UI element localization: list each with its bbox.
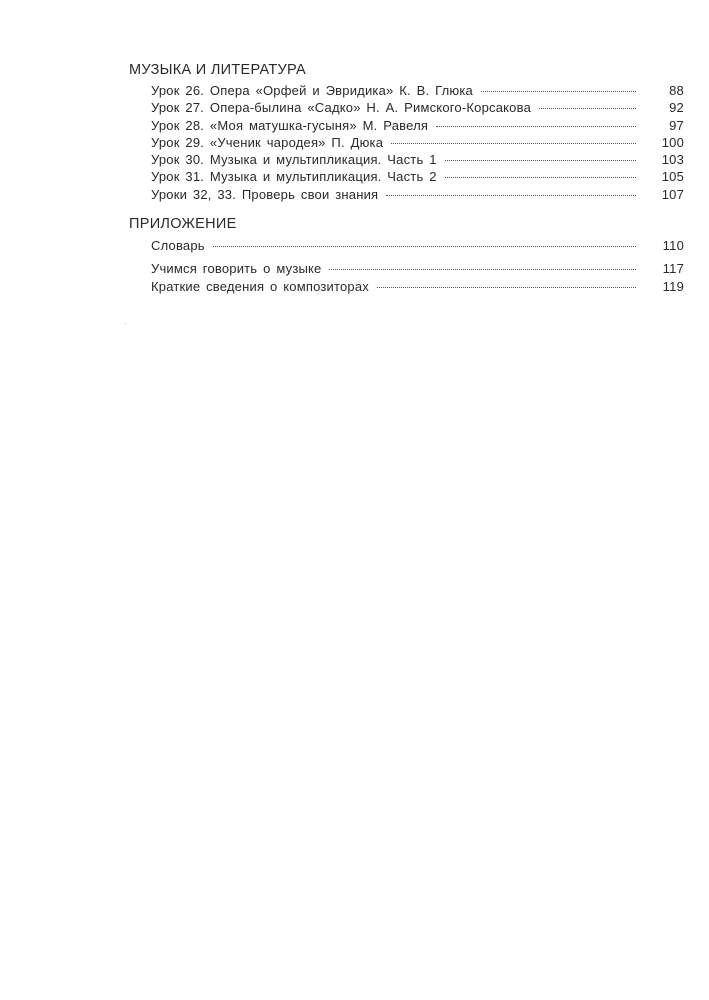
toc-entry-page: 92 [669, 100, 684, 116]
dot-leader [436, 126, 636, 127]
dot-leader [391, 143, 636, 144]
toc-entry[interactable] [129, 237, 684, 256]
toc-entry[interactable] [129, 278, 684, 295]
toc-section-music-literature [129, 62, 684, 203]
dot-leader [329, 269, 636, 270]
toc-entry-title: Урок 29. «Ученик чародея» П. Дюка [151, 134, 384, 150]
toc-entry[interactable] [129, 117, 684, 134]
toc-entry-page: 103 [661, 152, 684, 168]
toc-entry-title: Урок 26. Опера «Орфей и Эвридика» К. В. Глюка [151, 83, 473, 98]
section-heading: МУЗЫКА И ЛИТЕРАТУРА [129, 62, 307, 78]
toc-entry-page: 100 [661, 134, 684, 150]
toc-entry-page: 110 [662, 238, 684, 253]
paper-speck [125, 323, 126, 324]
toc-entry-page: 97 [669, 117, 684, 133]
dot-leader [481, 91, 636, 92]
toc-entry[interactable] [129, 151, 684, 168]
toc-entry-title: Словарь [151, 238, 205, 253]
dot-leader [445, 177, 636, 178]
toc-entry-page: 117 [662, 260, 684, 276]
dot-leader [539, 108, 636, 109]
dot-leader [213, 246, 636, 247]
dot-leader [386, 195, 636, 196]
toc-entry[interactable] [129, 82, 684, 99]
toc-entry[interactable] [129, 99, 684, 116]
dot-leader [445, 160, 636, 161]
toc-entry[interactable] [129, 134, 684, 151]
toc-entry-title: Уроки 32, 33. Проверь свои знания [151, 186, 379, 202]
toc-list [129, 82, 684, 203]
dot-leader [377, 287, 636, 288]
toc-entry-title: Урок 30. Музыка и мультипликация. Часть 1 [151, 152, 437, 168]
toc-entry-page: 88 [669, 83, 684, 98]
toc-entry-title: Урок 31. Музыка и мультипликация. Часть 2 [151, 169, 437, 185]
toc-entry[interactable] [129, 168, 684, 185]
toc-entry-title: Учимся говорить о музыке [151, 260, 322, 276]
toc-entry-title: Урок 27. Опера-былина «Садко» Н. А. Римского-Корсакова [151, 100, 532, 116]
toc-section-appendix [129, 216, 684, 295]
toc-list [129, 237, 684, 295]
section-heading: ПРИЛОЖЕНИЕ [129, 216, 237, 232]
toc-entry-title: Урок 28. «Моя матушка-гусыня» М. Равеля [151, 117, 429, 133]
toc-entry-page: 105 [661, 169, 684, 185]
toc-entry-title: Краткие сведения о композиторах [151, 279, 369, 294]
toc-entry-page: 107 [661, 186, 684, 202]
toc-entry[interactable] [129, 186, 684, 203]
toc-entry-page: 119 [662, 279, 684, 294]
toc-entry[interactable] [129, 260, 684, 279]
